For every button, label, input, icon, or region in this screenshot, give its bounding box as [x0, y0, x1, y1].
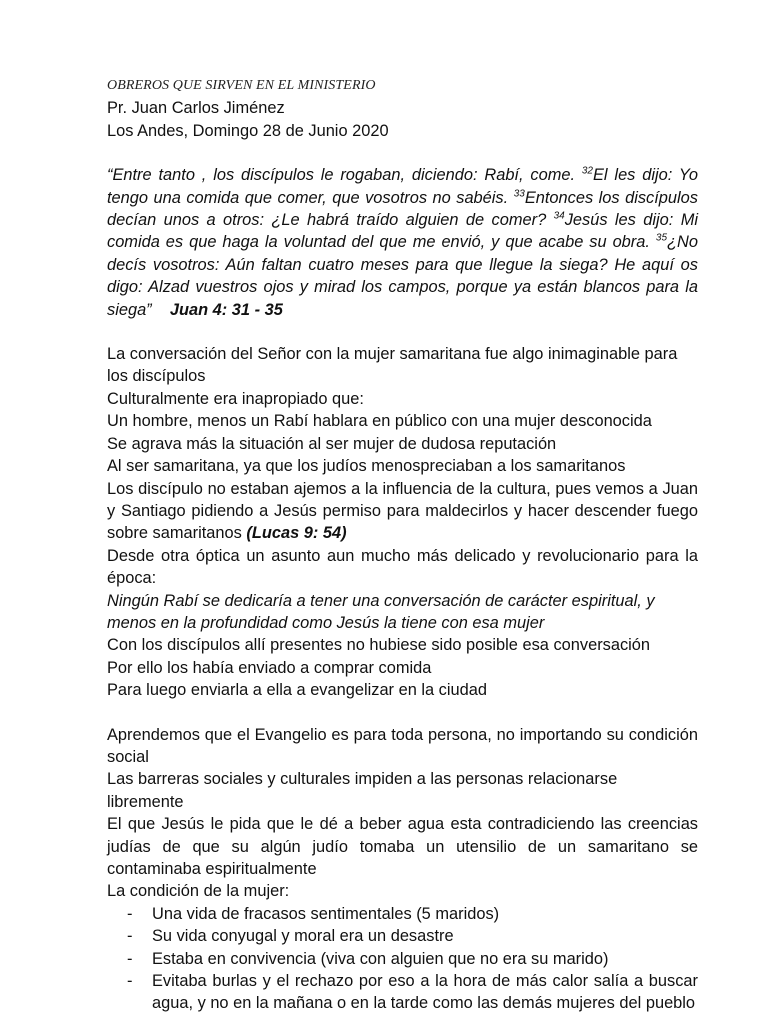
verse-number: 33 [513, 188, 525, 200]
quote-text: El les dijo: Yo tengo una comida que comer, que vosotros no sabéis. [107, 166, 698, 207]
paragraph: La condición de la mujer: [107, 882, 290, 901]
paragraph: La conversación del Señor con la mujer samaritana fue algo inimaginable para los discípulos [107, 345, 678, 386]
paragraph: Para luego enviarla a ella a evangelizar en la ciudad [107, 681, 487, 700]
scripture-reference: Juan 4: 31 - 35 [169, 300, 283, 319]
quote-text: ¿No decís vosotros: Aún faltan cuatro meses para que llegue la siega? He aquí os digo: Alzad vuestros ojos y mirad los campos, porque ya están blancos para la siega” [107, 233, 698, 319]
list-item: - Su vida conyugal y moral era un desastre [107, 925, 698, 947]
italic-paragraph: Ningún Rabí se dedicaría a tener una conversación de carácter espiritual, y menos en la profundidad como Jesús la tiene con esa mujer [107, 591, 655, 632]
paragraph: Un hombre, menos un Rabí hablara en público con una mujer desconocida [107, 412, 652, 431]
paragraph: Al ser samaritana, ya que los judíos menospreciaban a los samaritanos [107, 457, 626, 476]
list-item: - Estaba en convivencia (viva con alguien que no era su marido) [107, 948, 698, 970]
quote-text: “Entre tanto , los discípulos le rogaban, diciendo: Rabí, come. [107, 166, 582, 185]
quote-text: Entonces los discípulos decían unos a otros: ¿Le habrá traído alguien de comer? [107, 188, 698, 230]
paragraph: Se agrava más la situación al ser mujer de dudosa reputación [107, 434, 557, 453]
paragraph: Las barreras sociales y culturales impiden a las personas relacionarse libremente [107, 770, 618, 811]
list-item: - Evitaba burlas y el rechazo por eso a la hora de más calor salía a buscar agua, y no en la mañana o en la tarde como las demás mujeres del pueblo [107, 970, 698, 1015]
paragraph: Desde otra óptica un asunto aun mucho más delicado y revolucionario para la época: [107, 546, 698, 588]
paragraph: El que Jesús le pida que le dé a beber agua esta contradiciendo las creencias judías de que su algún judío tomaba un utensilio de un samaritano se contaminaba espiritualmente [107, 815, 698, 878]
condition-list [107, 903, 698, 1015]
list-item: - Una vida de fracasos sentimentales (5 maridos) [107, 903, 698, 925]
verse-number: 34 [553, 210, 565, 222]
scripture-quote [107, 164, 698, 321]
author-line: Pr. Juan Carlos Jiménez [107, 99, 285, 118]
verse-number: 32 [581, 165, 593, 177]
place-date-line: Los Andes, Domingo 28 de Junio 2020 [107, 121, 389, 140]
paragraph: Aprendemos que el Evangelio es para toda persona, no importando su condición social [107, 725, 698, 766]
spacer [107, 702, 698, 724]
paragraph: Con los discípulos allí presentes no hubiese sido posible esa conversación [107, 636, 651, 655]
scripture-reference: (Lucas 9: 54) [246, 524, 347, 543]
verse-number: 35 [655, 232, 668, 244]
quote-text: Jesús les dijo: Mi comida es que haga la voluntad del que me envió, y que acabe su obra. [107, 211, 699, 252]
paragraph-text: Los discípulo no estaban ajemos a la influencia de la cultura, pues vemos a Juan y Santiago pidiendo a Jesús permiso para maldecirlos y hacer descender fuego sobre samaritanos [107, 479, 698, 543]
sermon-title: OBREROS QUE SIRVEN EN EL MINISTERIO [107, 78, 376, 93]
paragraph: Culturalmente era inapropiado que: [107, 389, 364, 408]
paragraph [107, 478, 698, 545]
spacer [107, 321, 698, 343]
paragraph: Por ello los había enviado a comprar comida [107, 658, 432, 677]
document-body [107, 75, 698, 1015]
spacer [107, 142, 698, 164]
